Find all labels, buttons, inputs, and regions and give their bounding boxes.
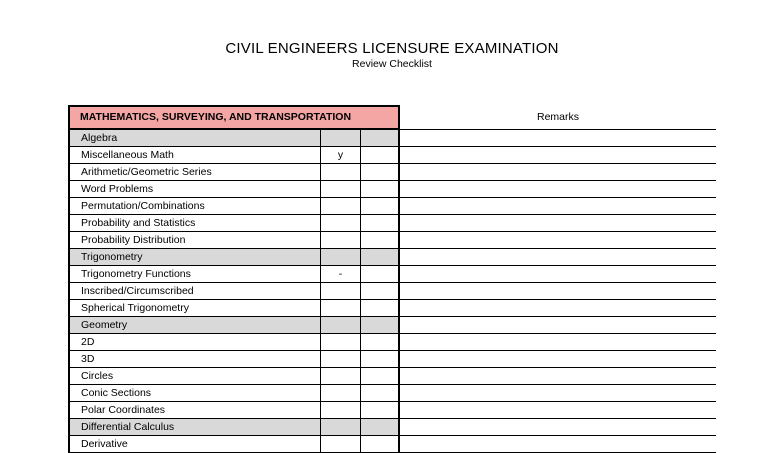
check-cell bbox=[360, 181, 400, 198]
remarks-cell bbox=[400, 402, 716, 419]
status-cell bbox=[320, 181, 360, 198]
check-cell bbox=[360, 249, 400, 266]
section-label: Geometry bbox=[68, 317, 320, 334]
remarks-cell bbox=[400, 181, 716, 198]
check-cell bbox=[360, 317, 400, 334]
check-cell bbox=[360, 266, 400, 283]
topic-label: Probability and Statistics bbox=[68, 215, 320, 232]
check-cell bbox=[360, 334, 400, 351]
remarks-cell bbox=[400, 164, 716, 181]
remarks-cell bbox=[400, 215, 716, 232]
checklist-rows bbox=[68, 130, 716, 453]
section-row bbox=[68, 130, 716, 147]
status-cell bbox=[320, 436, 360, 453]
status-cell bbox=[320, 215, 360, 232]
status-cell bbox=[320, 317, 360, 334]
table-row bbox=[68, 181, 716, 198]
check-cell bbox=[360, 436, 400, 453]
review-checklist-table bbox=[68, 105, 716, 453]
remarks-cell bbox=[400, 334, 716, 351]
remarks-cell bbox=[400, 147, 716, 164]
section-row bbox=[68, 317, 716, 334]
status-cell: y bbox=[320, 147, 360, 164]
topic-label: Miscellaneous Math bbox=[68, 147, 320, 164]
table-row bbox=[68, 164, 716, 181]
table-row bbox=[68, 368, 716, 385]
table-row bbox=[68, 402, 716, 419]
table-row bbox=[68, 334, 716, 351]
remarks-cell bbox=[400, 198, 716, 215]
table-row bbox=[68, 283, 716, 300]
table-row bbox=[68, 232, 716, 249]
topic-label: Word Problems bbox=[68, 181, 320, 198]
topic-label: Inscribed/Circumscribed bbox=[68, 283, 320, 300]
status-cell: - bbox=[320, 266, 360, 283]
section-label: Differential Calculus bbox=[68, 419, 320, 436]
status-cell bbox=[320, 283, 360, 300]
table-row bbox=[68, 385, 716, 402]
check-cell bbox=[360, 164, 400, 181]
topic-label: 2D bbox=[68, 334, 320, 351]
status-cell bbox=[320, 198, 360, 215]
table-row bbox=[68, 215, 716, 232]
check-cell bbox=[360, 232, 400, 249]
remarks-cell bbox=[400, 249, 716, 266]
table-row bbox=[68, 300, 716, 317]
topic-label: Polar Coordinates bbox=[68, 402, 320, 419]
status-cell bbox=[320, 385, 360, 402]
topic-label: Probability Distribution bbox=[68, 232, 320, 249]
check-cell bbox=[360, 351, 400, 368]
check-cell bbox=[360, 385, 400, 402]
table-header-row bbox=[68, 105, 716, 130]
status-cell bbox=[320, 351, 360, 368]
document-subtitle: Review Checklist bbox=[352, 58, 432, 70]
check-cell bbox=[360, 198, 400, 215]
section-header-cell: MATHEMATICS, SURVEYING, AND TRANSPORTATION bbox=[68, 105, 400, 130]
check-cell bbox=[360, 402, 400, 419]
remarks-cell bbox=[400, 317, 716, 334]
document-title: CIVIL ENGINEERS LICENSURE EXAMINATION bbox=[225, 40, 559, 57]
remarks-cell bbox=[400, 436, 716, 453]
table-row bbox=[68, 436, 716, 453]
topic-label: 3D bbox=[68, 351, 320, 368]
remarks-cell bbox=[400, 300, 716, 317]
remarks-cell bbox=[400, 266, 716, 283]
table-row bbox=[68, 351, 716, 368]
status-cell bbox=[320, 300, 360, 317]
status-cell bbox=[320, 368, 360, 385]
topic-label: Derivative bbox=[68, 436, 320, 453]
section-row bbox=[68, 419, 716, 436]
section-label: Trigonometry bbox=[68, 249, 320, 266]
topic-label: Conic Sections bbox=[68, 385, 320, 402]
status-cell bbox=[320, 164, 360, 181]
table-row bbox=[68, 266, 716, 283]
status-cell bbox=[320, 334, 360, 351]
remarks-cell bbox=[400, 368, 716, 385]
status-cell bbox=[320, 419, 360, 436]
check-cell bbox=[360, 130, 400, 147]
remarks-cell bbox=[400, 419, 716, 436]
check-cell bbox=[360, 283, 400, 300]
remarks-cell bbox=[400, 130, 716, 147]
topic-label: Circles bbox=[68, 368, 320, 385]
remarks-cell bbox=[400, 232, 716, 249]
status-cell bbox=[320, 232, 360, 249]
topic-label: Spherical Trigonometry bbox=[68, 300, 320, 317]
remarks-cell bbox=[400, 283, 716, 300]
remarks-header-cell: Remarks bbox=[400, 105, 716, 130]
topic-label: Permutation/Combinations bbox=[68, 198, 320, 215]
table-row bbox=[68, 147, 716, 164]
check-cell bbox=[360, 419, 400, 436]
status-cell bbox=[320, 249, 360, 266]
topic-label: Arithmetic/Geometric Series bbox=[68, 164, 320, 181]
check-cell bbox=[360, 368, 400, 385]
table-row bbox=[68, 198, 716, 215]
check-cell bbox=[360, 147, 400, 164]
status-cell bbox=[320, 402, 360, 419]
check-cell bbox=[360, 300, 400, 317]
status-cell bbox=[320, 130, 360, 147]
section-row bbox=[68, 249, 716, 266]
remarks-cell bbox=[400, 385, 716, 402]
topic-label: Trigonometry Functions bbox=[68, 266, 320, 283]
remarks-cell bbox=[400, 351, 716, 368]
section-label: Algebra bbox=[68, 130, 320, 147]
check-cell bbox=[360, 215, 400, 232]
